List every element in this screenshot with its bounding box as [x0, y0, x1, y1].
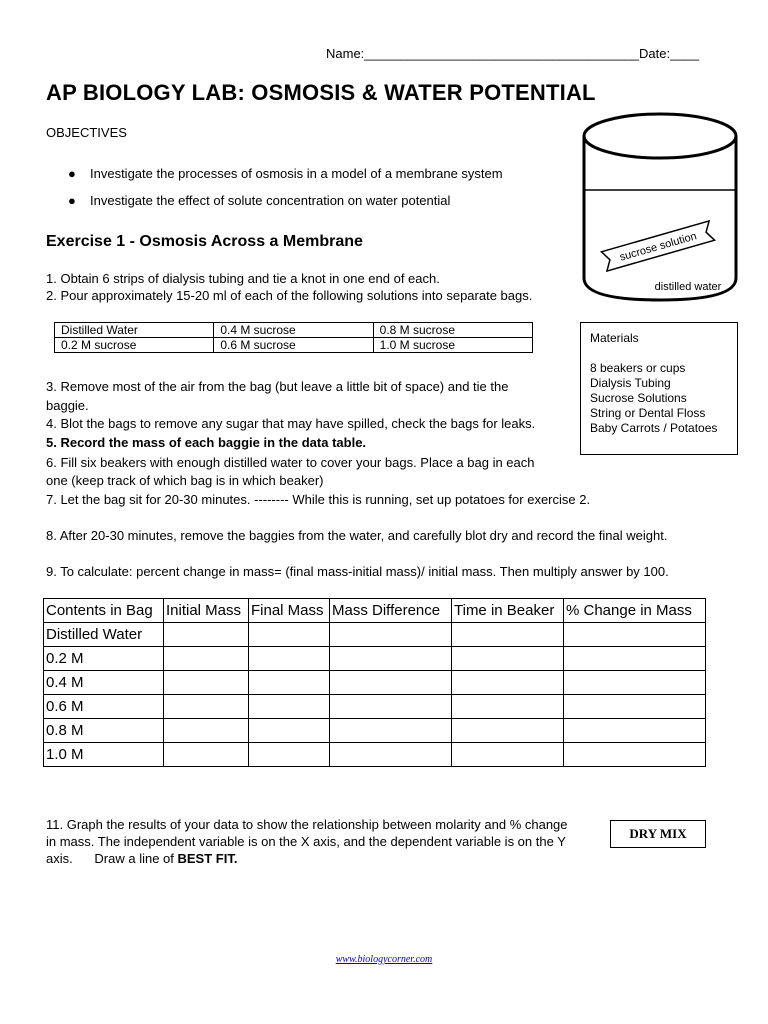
entry-cell[interactable] [164, 623, 249, 647]
table-row [55, 323, 533, 338]
entry-cell[interactable] [249, 743, 330, 767]
step-6-line2: one (keep track of which bag is in which beaker) [46, 473, 324, 488]
entry-cell[interactable] [164, 743, 249, 767]
step-4: 4. Blot the bags to remove any sugar that may have spilled, check the bags for leaks. [46, 416, 536, 431]
table-row [44, 719, 706, 743]
table-row [44, 695, 706, 719]
table-row [55, 338, 533, 353]
table-cell: 0.2 M sucrose [55, 338, 214, 353]
step-11-line1: 11. Graph the results of your data to show the relationship between molarity and % change [46, 817, 568, 832]
solutions-table [54, 322, 533, 353]
name-date-line: Name:______________________________________Date:____ [326, 46, 700, 61]
entry-cell[interactable] [249, 719, 330, 743]
entry-cell[interactable] [564, 671, 706, 695]
materials-item: String or Dental Floss [590, 406, 706, 420]
entry-cell[interactable] [330, 647, 452, 671]
entry-cell[interactable] [164, 719, 249, 743]
entry-cell[interactable] [330, 671, 452, 695]
step-2: 2. Pour approximately 15-20 ml of each of the following solutions into separate bags. [46, 288, 533, 303]
table-cell: 0.8 M sucrose [373, 323, 532, 338]
objective-item [46, 166, 546, 193]
exercise-heading: Exercise 1 - Osmosis Across a Membrane [46, 233, 363, 250]
column-header: Time in Beaker [452, 599, 564, 623]
dry-mix-label: DRY MIX [610, 820, 706, 848]
step-8: 8. After 20-30 minutes, remove the baggies from the water, and carefully blot dry and record the final weight. [46, 528, 668, 543]
data-table [43, 598, 706, 767]
entry-cell[interactable] [564, 623, 706, 647]
table-cell: 1.0 M sucrose [373, 338, 532, 353]
entry-cell[interactable] [452, 623, 564, 647]
objectives-heading: OBJECTIVES [46, 125, 127, 140]
materials-item: 8 beakers or cups [590, 361, 686, 375]
materials-item: Dialysis Tubing [590, 376, 671, 390]
step-7: 7. Let the bag sit for 20-30 minutes. -------- While this is running, set up potatoes for exercise 2. [46, 492, 591, 507]
entry-cell[interactable] [452, 719, 564, 743]
table-row [44, 671, 706, 695]
entry-cell[interactable] [452, 695, 564, 719]
objective-text: Investigate the effect of solute concentration on water potential [90, 193, 451, 208]
page-title: AP BIOLOGY LAB: OSMOSIS & WATER POTENTIAL [46, 80, 596, 105]
entry-cell[interactable] [452, 743, 564, 767]
table-cell: 0.4 M sucrose [214, 323, 373, 338]
entry-cell[interactable] [564, 743, 706, 767]
entry-cell[interactable] [564, 647, 706, 671]
table-row [44, 647, 706, 671]
entry-cell[interactable] [452, 647, 564, 671]
row-label: Distilled Water [44, 623, 164, 647]
step-3-line2: baggie. [46, 398, 89, 413]
step-11-line3 [46, 850, 237, 867]
column-header: % Change in Mass [564, 599, 706, 623]
entry-cell[interactable] [249, 671, 330, 695]
objectives-list [46, 166, 546, 220]
materials-title: Materials [590, 331, 639, 345]
column-header: Contents in Bag [44, 599, 164, 623]
row-label: 0.2 M [44, 647, 164, 671]
entry-cell[interactable] [330, 743, 452, 767]
entry-cell[interactable] [164, 695, 249, 719]
materials-item: Baby Carrots / Potatoes [590, 421, 718, 435]
table-row [44, 623, 706, 647]
entry-cell[interactable] [330, 695, 452, 719]
row-label: 1.0 M [44, 743, 164, 767]
materials-box [580, 322, 738, 455]
materials-item: Sucrose Solutions [590, 391, 687, 405]
entry-cell[interactable] [249, 647, 330, 671]
entry-cell[interactable] [564, 719, 706, 743]
column-header: Initial Mass [164, 599, 249, 623]
objective-text: Investigate the processes of osmosis in a model of a membrane system [90, 166, 503, 181]
entry-cell[interactable] [564, 695, 706, 719]
step-11-text: axis. Draw a line of [46, 851, 178, 866]
water-label: distilled water [654, 281, 722, 293]
entry-cell[interactable] [164, 647, 249, 671]
table-cell: 0.6 M sucrose [214, 338, 373, 353]
column-header: Mass Difference [330, 599, 452, 623]
row-label: 0.6 M [44, 695, 164, 719]
step-11-line2: in mass. The independent variable is on the X axis, and the dependent variable is on the Y [46, 834, 566, 849]
bullet-icon: ● [68, 193, 76, 208]
dialysis-bag [601, 221, 714, 271]
column-header: Final Mass [249, 599, 330, 623]
entry-cell[interactable] [249, 695, 330, 719]
step-3-line1: 3. Remove most of the air from the bag (but leave a little bit of space) and tie the [46, 379, 509, 394]
entry-cell[interactable] [249, 623, 330, 647]
table-cell: Distilled Water [55, 323, 214, 338]
row-label: 0.4 M [44, 671, 164, 695]
step-9: 9. To calculate: percent change in mass= (final mass-initial mass)/ initial mass. Then multiply answer by 100. [46, 564, 669, 579]
row-label: 0.8 M [44, 719, 164, 743]
bullet-icon: ● [68, 166, 76, 181]
entry-cell[interactable] [330, 719, 452, 743]
best-fit-emphasis: BEST FIT. [177, 851, 238, 866]
objective-item [46, 193, 546, 220]
step-5: 5. Record the mass of each baggie in the data table. [46, 435, 367, 450]
entry-cell[interactable] [452, 671, 564, 695]
entry-cell[interactable] [330, 623, 452, 647]
bag-label: sucrose solution [618, 230, 699, 264]
beaker-illustration [580, 108, 740, 303]
table-row [44, 743, 706, 767]
step-1: 1. Obtain 6 strips of dialysis tubing and tie a knot in one end of each. [46, 271, 440, 286]
table-header-row [44, 599, 706, 623]
entry-cell[interactable] [164, 671, 249, 695]
footer-link[interactable]: www.biologycorner.com [335, 954, 433, 965]
step-6-line1: 6. Fill six beakers with enough distilled water to cover your bags. Place a bag in each [46, 455, 535, 470]
